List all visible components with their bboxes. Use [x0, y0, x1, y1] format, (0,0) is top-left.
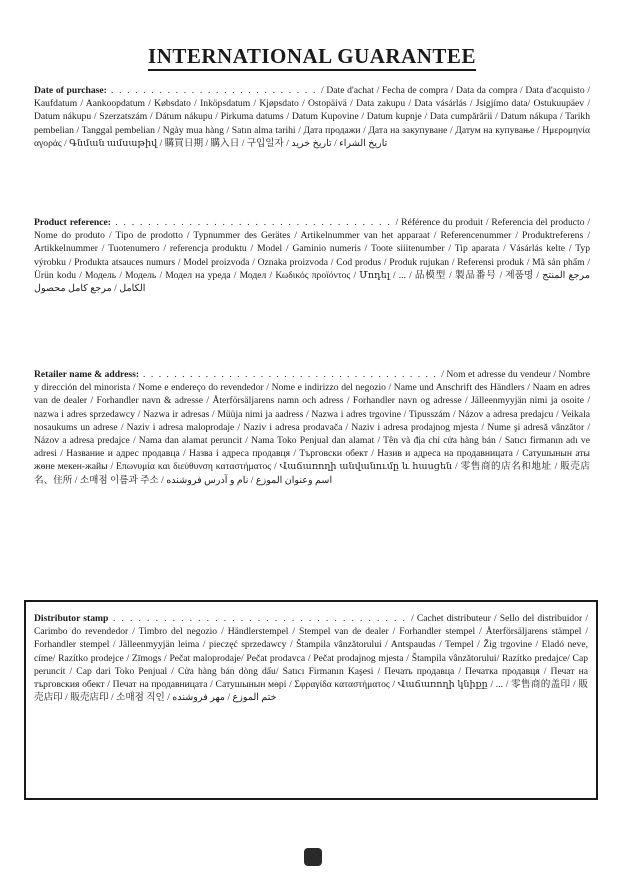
purchase-date-fill-line[interactable]: . . . . . . . . . . . . . . . . . . . . . . . . . .	[106, 85, 322, 96]
purchase-date-label: Date of purchase:	[34, 85, 107, 96]
distributor-stamp-label: Distributor stamp	[34, 613, 109, 624]
product-reference-translations: / Référence du produit / Referencia del producto / Nome do produto / Tipo de prodotto / Typnummer des Gerätes / Artikelnummer van het apparaat / Referencenummer / Produktreferens / Artikkelnummer / Tuotenumero / referencja produktu / Model / Gaminio numeris / Toote siiitenumber / Tip aparata / Vásárlás kelte / Typ výrobku / Produkta atsauces numurs / Model proizvoda / Oznaka proizvoda / Cod produs / Produk rujukan / Referensi produk / Mã sản phẩm / Ürün kodu / Модель / Модель / Модел на уреда / Модел / Κωδικός προϊόντος / Մոդել / ... / 品模型 / 製品番号 / 제품명 / مرجع المنتج الكامل / مرجع کامل محصول	[34, 217, 591, 295]
purchase-date-translations: / Date d'achat / Fecha de compra / Data da compra / Data d'acquisto / Kaufdatum / Aankoopdatum / Købsdato / Inköpsdatum / Kjøpsdato / Ostopäivä / Data zakupu / Data vásárlás / Jsigjímo data/ Ostukuupäev / Datum nákupu / Szerzatszám / Dátum nákupu / Pirkuma datums / Datum Kupovine / Datum kupnje / Data cumpărării / Datum nákupa / Tarikh pembelian / Tanggal pembelian / Ngày mua hàng / Satın alma tarihi / Дата продажи / Дата на закупуване / Датум на купување / Ημερομηνία αγοράς / Գնման ամսաթիվ / 購買日期 / 購入日 / 구입일자 / تاريخ الشراء / تاریخ خرید	[34, 85, 590, 149]
retailer-label: Retailer name & address:	[34, 369, 140, 380]
retailer-translations: / Nom et adresse du vendeur / Nombre y dirección del minorista / Nome e endereço do revendedor / Nome e indirizzo del negozio / Name und Anschrift des Händlers / Naam en adres van de dealer / Forhandler navn & adresse / Återförsäljarens namn och adress / Forhandler navn og adresse / Jälleenmyyjän nimi ja osoite / nazwa i adres sprzedawcy / Nazwa ir adresas / Müüja nimi ja aadress / Nazwa i adres trgovine / Tipusszám / Názov a adresa predajcu / Veikala nosaukums un adrese / Naziv i adresa maloprodaje / Naziv i adresa prodavača / Naziv i adresa prodajnog mjesta / Nume şi adresă vânzător / Názov a adresa predajce / Nama dan alamat peruncit / Nama Toko Penjual dan alamat / Tên và địa chỉ cửa hàng bán / Satıcı firmanın adı ve adresi / Название и адрес продавца / Назва і адреса продавця / Търговски обект / Назив и адреса на продавницата / Сатушынын аты жөне мекен-жайы / Επωνυμία και διεύθυνση καταστήματος / Վաճառողի անվանումը և հասցեն / 零售商的店名和地址 / 販売店名、住所 / 소매점 이름과 주소 / اسم وعنوان الموزع / نام و آدرس فروشنده	[34, 369, 590, 486]
retailer-fill-line[interactable]: . . . . . . . . . . . . . . . . . . . . . . . . . . . . . . . . . . . . . .	[139, 369, 442, 380]
distributor-stamp-box[interactable]	[24, 600, 598, 800]
page-title-text: INTERNATIONAL GUARANTEE	[148, 44, 476, 71]
product-reference-label: Product reference:	[34, 217, 111, 228]
page-title	[0, 44, 624, 69]
distributor-stamp-section	[34, 612, 588, 704]
purchase-date-section	[34, 84, 590, 150]
retailer-section	[34, 368, 590, 487]
page-marker-icon	[304, 848, 322, 866]
distributor-stamp-translations: / Cachet distributeur / Sello del distribuidor / Carimbo do revendedor / Timbro del negozio / Händlerstempel / Stempel van de dealer / Forhandler stempel / Återförsäljarens stämpel / Forhandler stempel / Jälleenmyyjän leima / pieczęć sprzedawcy / Štampila vânzătorului / Antspaudas / Tempel / Žig trgovine / Eladó neve, címe/ Razítko prodejce / Zīmogs / Pečat maloprodaje/ Pečat prodavca / Pečat prodajnog mjesta / Štampila vânzătorului/ Razítko predajce/ Cap peruncit / Cap dari Toko Penjual / Cửa hàng bán dòng dấu/ Satıcı Firmanın Kaşesi / Печать продавца / Печатка продавця / Печат на търговския обект / Печат на продавницата / Сатушынын мөрі / Σφραγίδα καταστήματος / Վաճառողի կնիքը / ... / 零售商的盖印 / 販売店印 / 販売店印 / 소매점 직인 / ختم الموزع / مهر فروشنده	[34, 613, 588, 704]
product-reference-fill-line[interactable]: . . . . . . . . . . . . . . . . . . . . . . . . . . . . . . . . . .	[110, 217, 396, 228]
product-reference-section	[34, 216, 590, 295]
distributor-stamp-fill-line: . . . . . . . . . . . . . . . . . . . . . . . . . . . . . . . . . . .	[108, 613, 412, 624]
